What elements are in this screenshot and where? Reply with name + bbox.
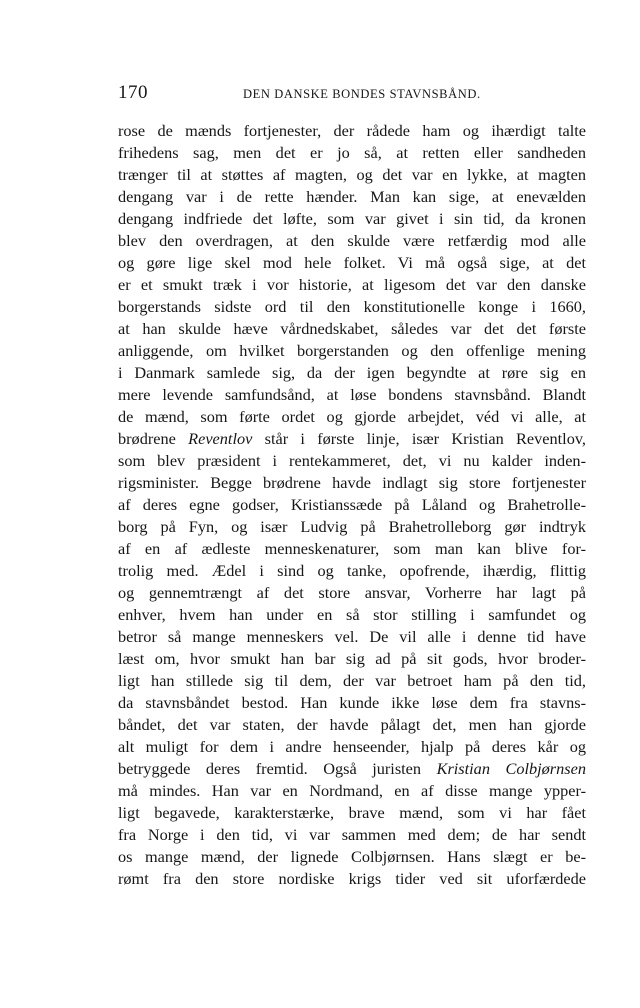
italic-name: Kristian Colbjørnsen bbox=[436, 759, 586, 778]
text-line: trolig med. Ædel i sind og tanke, opofrende, ihærdig, flittig bbox=[118, 561, 586, 580]
text-line: som blev præsident i rentekammeret, det, vi nu kalder inden- bbox=[118, 451, 586, 470]
text-line: alt muligt for dem i andre henseender, hjalp på deres kår og bbox=[118, 737, 586, 756]
text-line: trænger til at støttes af magten, og det var en lykke, at magten bbox=[118, 165, 586, 184]
text-line: rose de mænds fortjenester, der rådede ham og ihærdigt talte bbox=[118, 121, 586, 140]
text-line: og gennemtrængt af det store ansvar, Vorherre har lagt på bbox=[118, 583, 586, 602]
italic-name: Reventlov bbox=[188, 429, 253, 448]
text-line: rigsminister. Begge brødrene havde indlagt sig store fortjenester bbox=[118, 473, 586, 492]
text-line: anliggende, om hvilket borgerstanden og den offenlige mening bbox=[118, 341, 586, 360]
page-header bbox=[118, 82, 586, 108]
text-line: af deres egne godser, Kristianssæde på Låland og Brahetrolle- bbox=[118, 495, 586, 514]
text-line: ligt begavede, karakterstærke, brave mænd, som vi har fået bbox=[118, 803, 586, 822]
text-line: de mænd, som førte ordet og gjorde arbejdet, véd vi alle, at bbox=[118, 407, 586, 426]
text-line: mere levende samfundsånd, at løse bondens stavnsbånd. Blandt bbox=[118, 385, 586, 404]
text-line: i Danmark samlede sig, da der igen begyndte at røre sig en bbox=[118, 363, 586, 382]
text-line: må mindes. Han var en Nordmand, en af disse mange ypper- bbox=[118, 781, 586, 800]
running-title: DEN DANSKE BONDES STAVNSBÅND. bbox=[243, 87, 481, 101]
text-line: fra Norge i den tid, vi var sammen med dem; de har sendt bbox=[118, 825, 586, 844]
page-number: 170 bbox=[118, 82, 148, 103]
text-line: da stavnsbåndet bestod. Han kunde ikke løse dem fra stavns- bbox=[118, 693, 586, 712]
text-line: båndet, det var staten, der havde pålagt det, men han gjorde bbox=[118, 715, 586, 734]
body-text bbox=[118, 120, 586, 890]
text-line: af en af ædleste menneskenaturer, som man kan blive for- bbox=[118, 539, 586, 558]
text-line: enhver, hvem han under en så stor stilling i samfundet og bbox=[118, 605, 586, 624]
text-line: læst om, hvor smukt han bar sig ad på sit gods, hvor broder- bbox=[118, 649, 586, 668]
text-line: frihedens sag, men det er jo så, at retten eller sandheden bbox=[118, 143, 586, 162]
text-line: blev den overdragen, at den skulde være retfærdig mod alle bbox=[118, 231, 586, 250]
text-line: og gøre lige skel mod hele folket. Vi må også sige, at det bbox=[118, 253, 586, 272]
text-line: at han skulde hæve vårdnedskabet, således var det det første bbox=[118, 319, 586, 338]
text-line: ligt han stillede sig til dem, der var betroet ham på den tid, bbox=[118, 671, 586, 690]
text-line: er et smukt træk i vor historie, at ligesom det var den danske bbox=[118, 275, 586, 294]
text-line: borgerstands sidste ord til den konstitutionelle konge i 1660, bbox=[118, 297, 586, 316]
text-line: betryggede deres fremtid. Også juristen Kristian Colbjørnsen bbox=[118, 759, 586, 778]
text-line: brødrene Reventlov står i første linje, især Kristian Reventlov, bbox=[118, 429, 586, 448]
text-line: betror så mange menneskers vel. De vil alle i denne tid have bbox=[118, 627, 586, 646]
text-line: dengang var i de rette hænder. Man kan sige, at enevælden bbox=[118, 187, 586, 206]
text-line: rømt fra den store nordiske krigs tider ved sit uforfærdede bbox=[118, 869, 586, 888]
text-line: dengang indfriede det løfte, som var givet i sin tid, da kronen bbox=[118, 209, 586, 228]
text-line: borg på Fyn, og især Ludvig på Brahetrolleborg gør indtryk bbox=[118, 517, 586, 536]
text-line: os mange mænd, der lignede Colbjørnsen. Hans slægt er be- bbox=[118, 847, 586, 866]
